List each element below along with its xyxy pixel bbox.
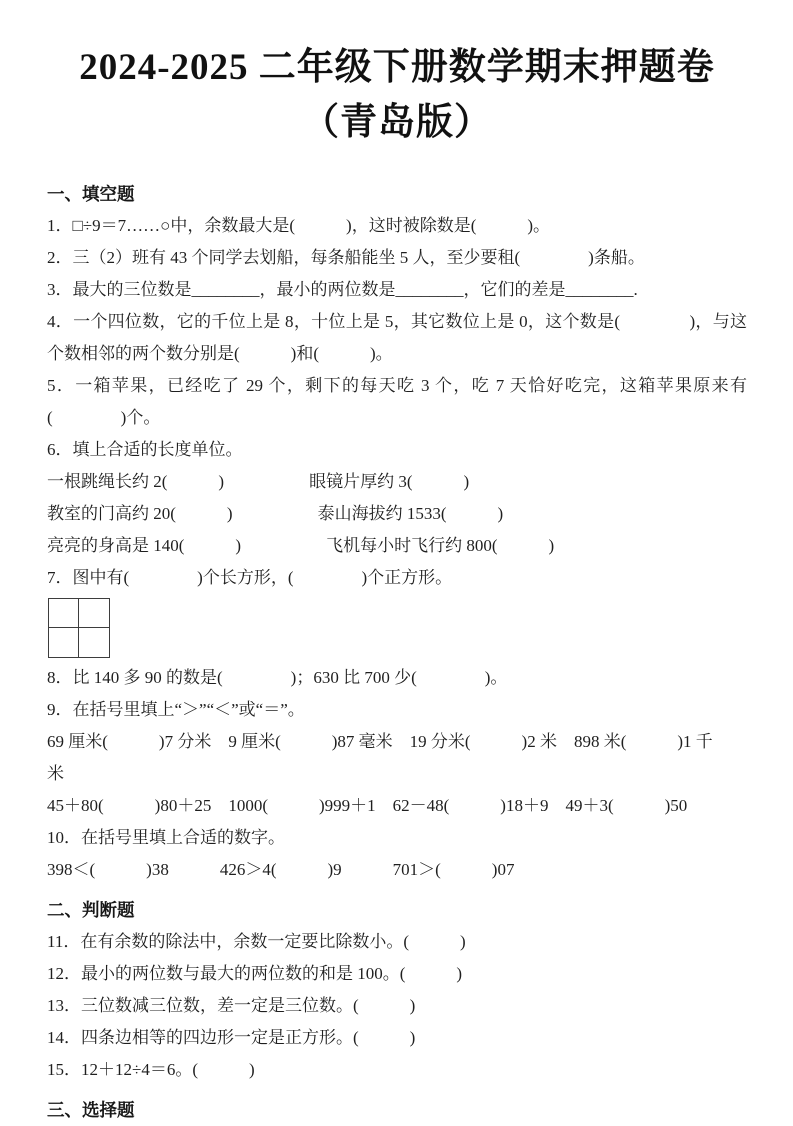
grid-cell	[79, 628, 109, 657]
question-9-row-2: 45＋80( )80＋25 1000( )999＋1 62－48( )18＋9 49＋3( )50	[47, 796, 688, 815]
question-7-figure	[48, 598, 747, 658]
question-9-row-1: 69 厘米( )7 分米 9 厘米( )87 毫米 19 分米( )2 米 898 米( )1 千	[47, 732, 713, 751]
question-9-row-1-wrap: 米	[47, 764, 64, 783]
question-6-row-2: 教室的门高约 20( ) 泰山海拔约 1533( )	[47, 504, 504, 523]
grid-figure	[48, 598, 110, 658]
page-title	[47, 40, 747, 150]
grid-cell	[79, 599, 109, 628]
question-8: 8．比 140 多 90 的数是( )；630 比 700 少( )。	[47, 668, 508, 687]
question-5: 5．一箱苹果，已经吃了 29 个，剩下的每天吃 3 个，吃 7 天恰好吃完，这箱苹果原来有( )个。	[47, 376, 747, 427]
section-heading-judge: 二、判断题	[47, 900, 135, 920]
question-1: 1．□÷9＝7……○中，余数最大是( )，这时被除数是( )。	[47, 216, 551, 235]
question-12: 12．最小的两位数与最大的两位数的和是 100。( )	[47, 964, 463, 983]
question-10-row-1: 398＜( )38 426＞4( )9 701＞( )07	[47, 860, 515, 879]
question-7: 7．图中有( )个长方形，( )个正方形。	[47, 568, 453, 587]
section-heading-fill-in: 一、填空题	[47, 184, 135, 204]
question-6-row-3: 亮亮的身高是 140( ) 飞机每小时飞行约 800( )	[47, 536, 555, 555]
question-6-row-1: 一根跳绳长约 2( ) 眼镜片厚约 3( )	[47, 472, 470, 491]
page-title-line2: （青岛版）	[302, 102, 492, 143]
question-13: 13．三位数减三位数，差一定是三位数。( )	[47, 996, 416, 1015]
grid-cell	[49, 628, 79, 657]
grid-cell	[49, 599, 79, 628]
section-judge	[47, 894, 747, 1086]
question-14: 14．四条边相等的四边形一定是正方形。( )	[47, 1028, 416, 1047]
question-6: 6．填上合适的长度单位。	[47, 440, 243, 459]
question-10: 10．在括号里填上合适的数字。	[47, 828, 285, 847]
question-15: 15．12＋12÷4＝6。( )	[47, 1060, 255, 1079]
page-title-line1: 2024-2025 二年级下册数学期末押题卷	[79, 47, 715, 88]
question-2: 2．三（2）班有 43 个同学去划船，每条船能坐 5 人，至少要租( )条船。	[47, 248, 645, 267]
question-3: 3．最大的三位数是________，最小的两位数是________，它们的差是________.	[47, 280, 638, 299]
section-fill-in	[47, 178, 747, 886]
section-choice	[47, 1094, 747, 1126]
question-9: 9．在括号里填上“＞”“＜”或“＝”。	[47, 700, 305, 719]
question-4: 4．一个四位数，它的千位上是 8，十位上是 5，其它数位上是 0，这个数是( )，与这个数相邻的两个数分别是( )和( )。	[47, 312, 747, 363]
question-11: 11．在有余数的除法中，余数一定要比除数小。( )	[47, 932, 466, 951]
section-heading-choice: 三、选择题	[47, 1100, 135, 1120]
